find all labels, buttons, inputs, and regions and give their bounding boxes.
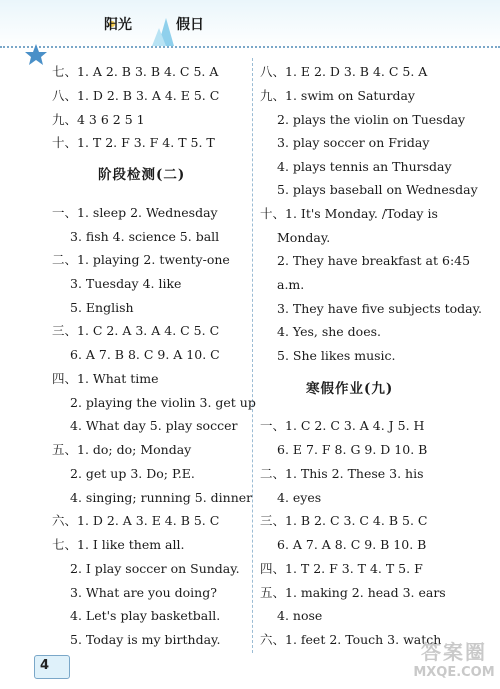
- answer-line: 十、1. T 2. F 3. F 4. T 5. T: [52, 135, 215, 150]
- answer-line: 三、1. B 2. C 3. C 4. B 5. C: [260, 513, 428, 528]
- answer-line: 2. I play soccer on Sunday.: [70, 561, 240, 576]
- watermark-top: 答案圈: [421, 640, 487, 664]
- logo-text-left: 阳光: [104, 17, 132, 33]
- answer-line: 2. They have breakfast at 6:45: [277, 253, 471, 268]
- header-dotted-rule: [0, 46, 500, 48]
- answer-line: 3. Tuesday 4. like: [70, 276, 182, 291]
- answer-line: 六、1. D 2. A 3. E 4. B 5. C: [52, 513, 220, 528]
- answer-line: 2. playing the violin 3. get up: [70, 395, 256, 410]
- answer-line: 七、1. I like them all.: [52, 537, 185, 552]
- answer-line: 六、1. feet 2. Touch 3. watch: [260, 632, 442, 647]
- answer-line: 4. plays tennis an Thursday: [277, 159, 452, 174]
- answer-line: 4. Yes, she does.: [277, 324, 381, 339]
- answer-line: 三、1. C 2. A 3. A 4. C 5. C: [52, 323, 220, 338]
- answer-line: 4. singing; running 5. dinner: [70, 490, 253, 505]
- star-decoration-icon: [24, 42, 48, 72]
- answer-line: 九、4 3 6 2 5 1: [52, 112, 145, 127]
- watermark-bottom: MXQE.COM: [413, 665, 495, 680]
- answer-line: 4. nose: [277, 608, 323, 623]
- section-title: 寒假作业(九): [306, 381, 394, 397]
- column-divider: [252, 58, 253, 653]
- answer-line: 5. Today is my birthday.: [70, 632, 221, 647]
- answer-line: 五、1. making 2. head 3. ears: [260, 585, 446, 600]
- answer-line: 4. Let's play basketball.: [70, 608, 221, 623]
- answer-line: 6. E 7. F 8. G 9. D 10. B: [277, 442, 428, 457]
- answer-line: 一、1. sleep 2. Wednesday: [52, 205, 218, 220]
- watermark: [410, 640, 498, 688]
- page-header: [0, 0, 500, 60]
- answer-line: Monday.: [277, 230, 331, 245]
- answer-line: 八、1. D 2. B 3. A 4. E 5. C: [52, 88, 220, 103]
- answer-line: 4. What day 5. play soccer: [70, 418, 238, 433]
- answer-line: 3. They have five subjects today.: [277, 301, 482, 316]
- answer-line: a.m.: [277, 277, 305, 292]
- answer-line: 4. eyes: [277, 490, 322, 505]
- answer-line: 四、1. What time: [52, 371, 159, 386]
- answer-line: 八、1. E 2. D 3. B 4. C 5. A: [260, 64, 428, 79]
- answer-line: 十、1. It's Monday. /Today is: [260, 206, 438, 221]
- answer-line: 二、1. This 2. These 3. his: [260, 466, 424, 481]
- answer-line: 四、1. T 2. F 3. T 4. T 5. F: [260, 561, 423, 576]
- answer-line: 5. plays baseball on Wednesday: [277, 182, 478, 197]
- answer-line: 七、1. A 2. B 3. B 4. C 5. A: [52, 64, 219, 79]
- answer-line: 3. fish 4. science 5. ball: [70, 229, 220, 244]
- answer-line: 5. English: [70, 300, 134, 315]
- logo-text-right: 假日: [176, 17, 204, 33]
- answer-line: 九、1. swim on Saturday: [260, 88, 415, 103]
- page-number: 4: [40, 658, 50, 673]
- answer-line: 6. A 7. B 8. C 9. A 10. C: [70, 347, 220, 362]
- answer-line: 二、1. playing 2. twenty-one: [52, 252, 230, 267]
- answer-line: 6. A 7. A 8. C 9. B 10. B: [277, 537, 427, 552]
- header-band: [0, 0, 500, 48]
- answer-line: 2. plays the violin on Tuesday: [277, 112, 466, 127]
- answer-line: 5. She likes music.: [277, 348, 396, 363]
- section-title: 阶段检测(二): [98, 167, 186, 183]
- answer-line: 3. What are you doing?: [70, 585, 217, 600]
- answer-line: 2. get up 3. Do; P.E.: [70, 466, 195, 481]
- answer-line: 一、1. C 2. C 3. A 4. J 5. H: [260, 418, 425, 433]
- answer-line: 3. play soccer on Friday: [277, 135, 430, 150]
- answer-line: 五、1. do; do; Monday: [52, 442, 192, 457]
